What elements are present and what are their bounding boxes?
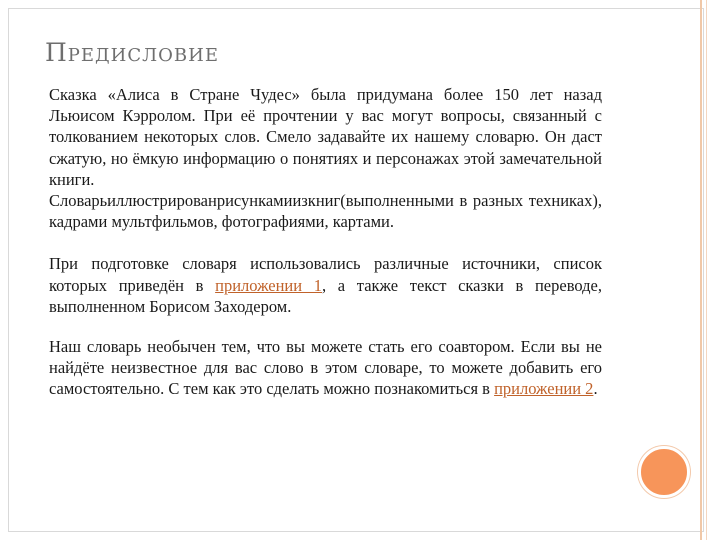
right-decor-line-thin [706,0,707,540]
sources-text-after: , а также текст сказки в переводе, выполненном Борисом Заходером. [49,275,603,316]
slide-body [49,84,602,400]
right-decor-line [700,0,702,540]
coauthor-text-after: . [593,379,598,399]
decorative-circle [638,446,690,498]
appendix-2-link[interactable]: приложении 2 [494,379,594,399]
paragraph-sources [49,253,602,317]
slide-title: Предисловие [45,38,219,67]
paragraph-coauthor [49,336,602,400]
appendix-1-link[interactable]: приложении 1 [215,275,323,295]
paragraph-intro: Сказка «Алиса в Стране Чудес» была придумана более 150 лет назад Льюисом Кэрролом. При её прочтении у вас могут вопросы, связанный с толкованием некоторых слов. Смело задавайте их нашему словарю. Он даст сжатую, но ёмкую информацию о понятиях и персонажах этой замечательной книги. [49,85,602,189]
coauthor-text-before: Наш словарь необычен тем, что вы можете стать его соавтором. Если вы не найдёте неизвестное для вас слово в этом словаре, то можете добавить его самостоятельно. С тем как это сделать можно познакомиться в [49,337,602,399]
paragraph-illustrations: Словарьиллюстрированрисункамиизкниг(выполненными в разных техниках), кадрами мультфильмов, фотографиями, картами. [49,191,602,232]
sources-text-before: При подготовке словаря использовались различные источники, список которых приведён в [49,254,602,295]
